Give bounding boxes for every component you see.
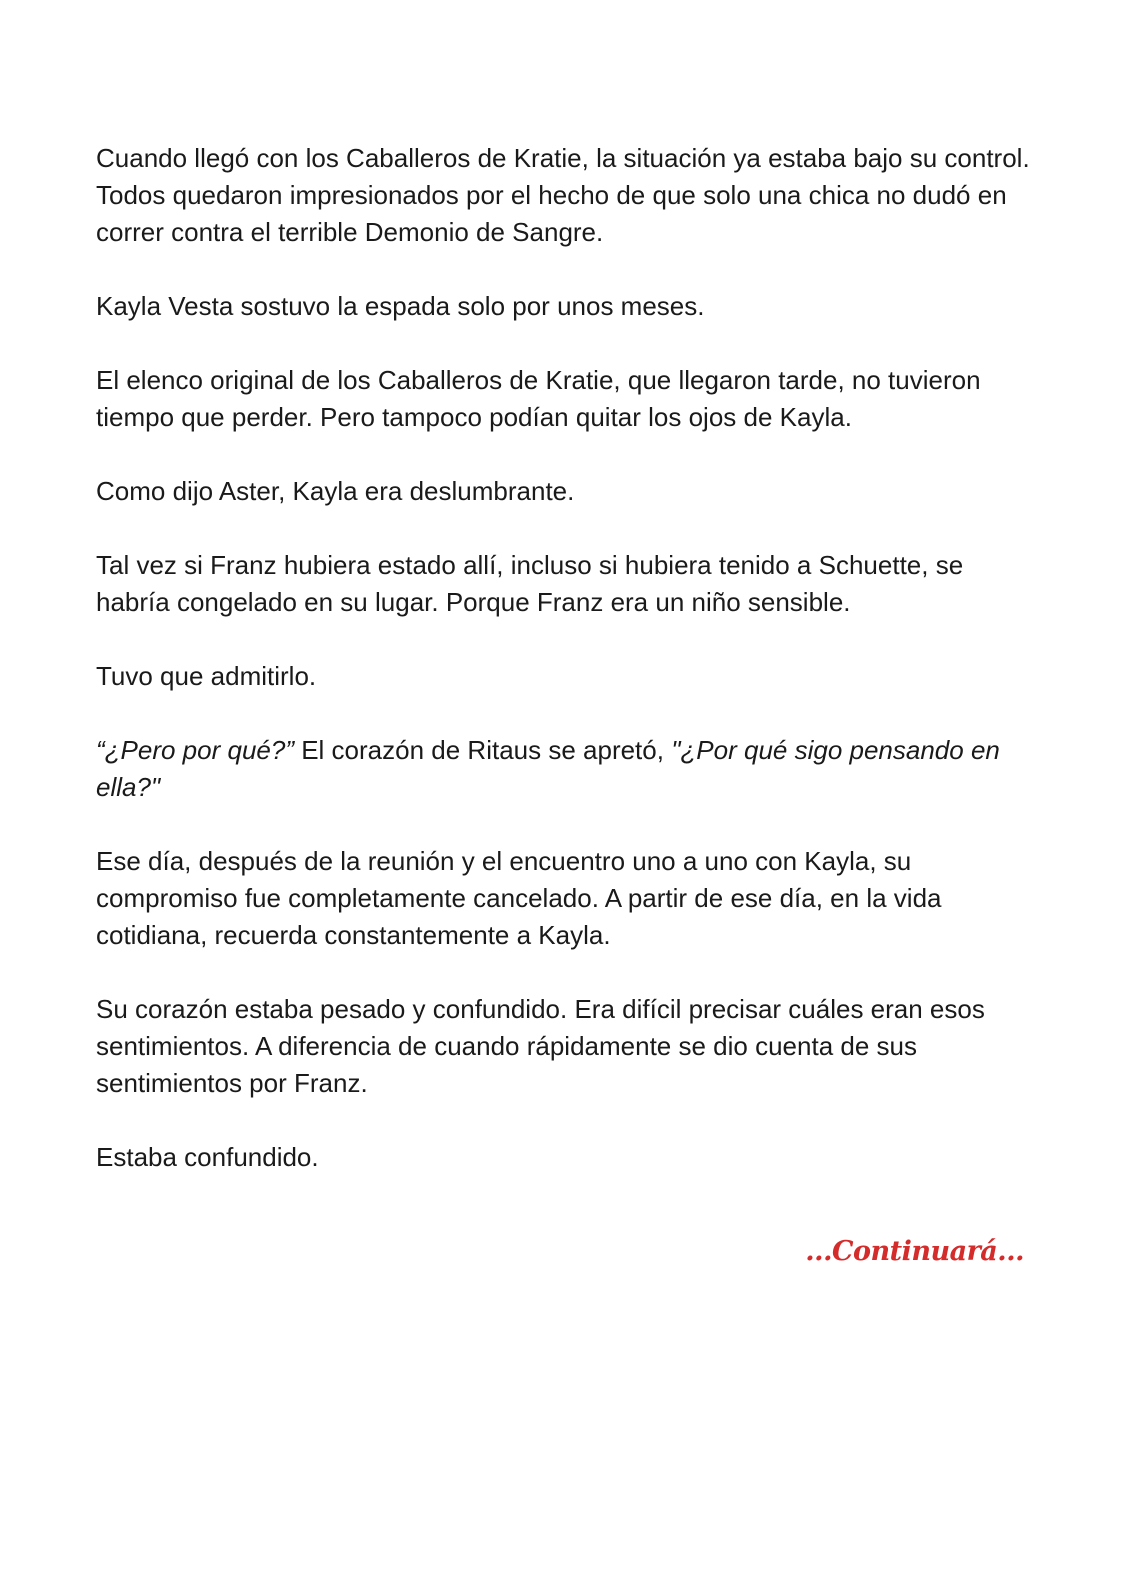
paragraph-1: Cuando llegó con los Caballeros de Kratie, la situación ya estaba bajo su control. Todos quedaron impresionados por el hecho de que solo una chica no dudó en correr contra el terrible Demonio de Sangre. (96, 143, 1030, 247)
paragraph-5: Tal vez si Franz hubiera estado allí, incluso si hubiera tenido a Schuette, se habría congelado en su lugar. Porque Franz era un niño sensible. (96, 550, 964, 617)
dialogue-quote-2: "¿Por qué sigo pensando en ella?" (96, 735, 1000, 802)
paragraph-10: Estaba confundido. (96, 1142, 319, 1172)
dialogue-quote-1: “¿Pero por qué?” (96, 735, 294, 765)
to-be-continued-label: ...Continuará... (805, 1236, 1024, 1267)
paragraph-8: Ese día, después de la reunión y el encuentro uno a uno con Kayla, su compromiso fue completamente cancelado. A partir de ese día, en la vida cotidiana, recuerda constantemente a Kayla. (96, 846, 942, 950)
paragraph-4: Como dijo Aster, Kayla era deslumbrante. (96, 476, 575, 506)
paragraph-2: Kayla Vesta sostuvo la espada solo por unos meses. (96, 291, 705, 321)
paragraph-9: Su corazón estaba pesado y confundido. Era difícil precisar cuáles eran esos sentimientos. A diferencia de cuando rápidamente se dio cuenta de sus sentimientos por Franz. (96, 994, 985, 1098)
paragraph-6: Tuvo que admitirlo. (96, 661, 317, 691)
document-body (96, 140, 1036, 1213)
paragraph-7 (96, 732, 1036, 806)
dialogue-narration: El corazón de Ritaus se apretó, (293, 735, 672, 765)
paragraph-3: El elenco original de los Caballeros de Kratie, que llegaron tarde, no tuvieron tiempo que perder. Pero tampoco podían quitar los ojos de Kayla. (96, 365, 981, 432)
